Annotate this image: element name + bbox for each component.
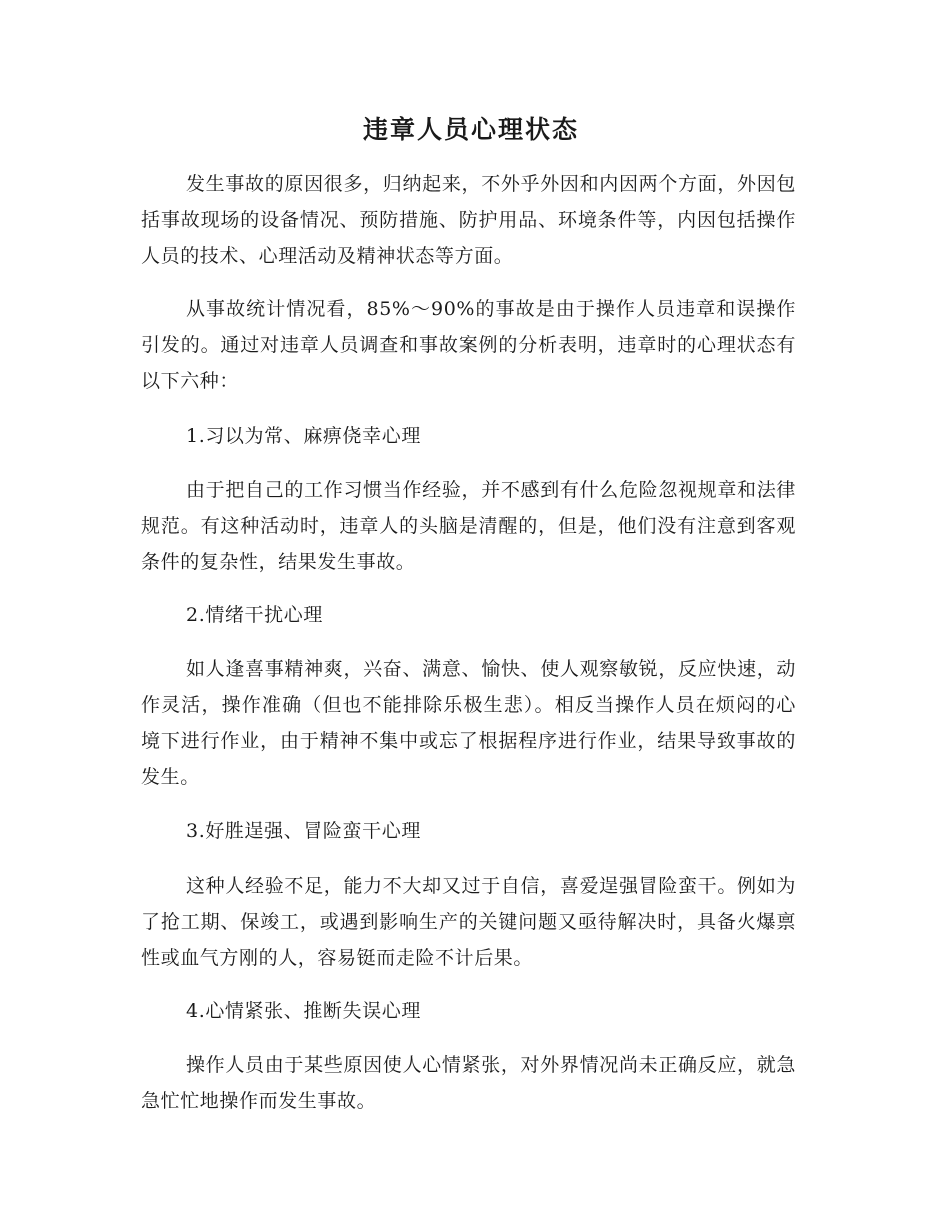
section-body-3: 这种人经验不足，能力不大却又过于自信，喜爱逞强冒险蛮干。例如为了抢工期、保竣工，或遇到影响生产的关键问题又亟待解决时，具备火爆禀性或血气方刚的人，容易铤而走险不计后果。 [141, 875, 796, 969]
section-heading-3: 3.好胜逞强、冒险蛮干心理 [186, 820, 421, 842]
intro-paragraph-2: 从事故统计情况看，85%～90%的事故是由于操作人员违章和误操作引发的。通过对违章人员调查和事故案例的分析表明，违章时的心理状态有以下六种： [141, 298, 796, 392]
section-heading-1: 1.习以为常、麻痹侥幸心理 [186, 425, 421, 447]
section-body-1: 由于把自己的工作习惯当作经验，并不感到有什么危险忽视规章和法律规范。有这种活动时，违章人的头脑是清醒的，但是，他们没有注意到客观条件的复杂性，结果发生事故。 [141, 479, 796, 573]
section-heading-4: 4.心情紧张、推断失误心理 [186, 1000, 421, 1022]
section-body-2: 如人逢喜事精神爽，兴奋、满意、愉快、使人观察敏锐，反应快速，动作灵活，操作准确（但也不能排除乐极生悲）。相反当操作人员在烦闷的心境下进行作业，由于精神不集中或忘了根据程序进行作业，结果导致事故的发生。 [141, 658, 796, 788]
section-body-4: 操作人员由于某些原因使人心情紧张，对外界情况尚未正确反应，就急急忙忙地操作而发生事故。 [141, 1054, 796, 1112]
document-title: 违章人员心理状态 [362, 115, 579, 144]
intro-paragraph-1: 发生事故的原因很多，归纳起来，不外乎外因和内因两个方面，外因包括事故现场的设备情况、预防措施、防护用品、环境条件等，内因包括操作人员的技术、心理活动及精神状态等方面。 [141, 173, 796, 267]
section-heading-2: 2.情绪干扰心理 [186, 604, 323, 626]
